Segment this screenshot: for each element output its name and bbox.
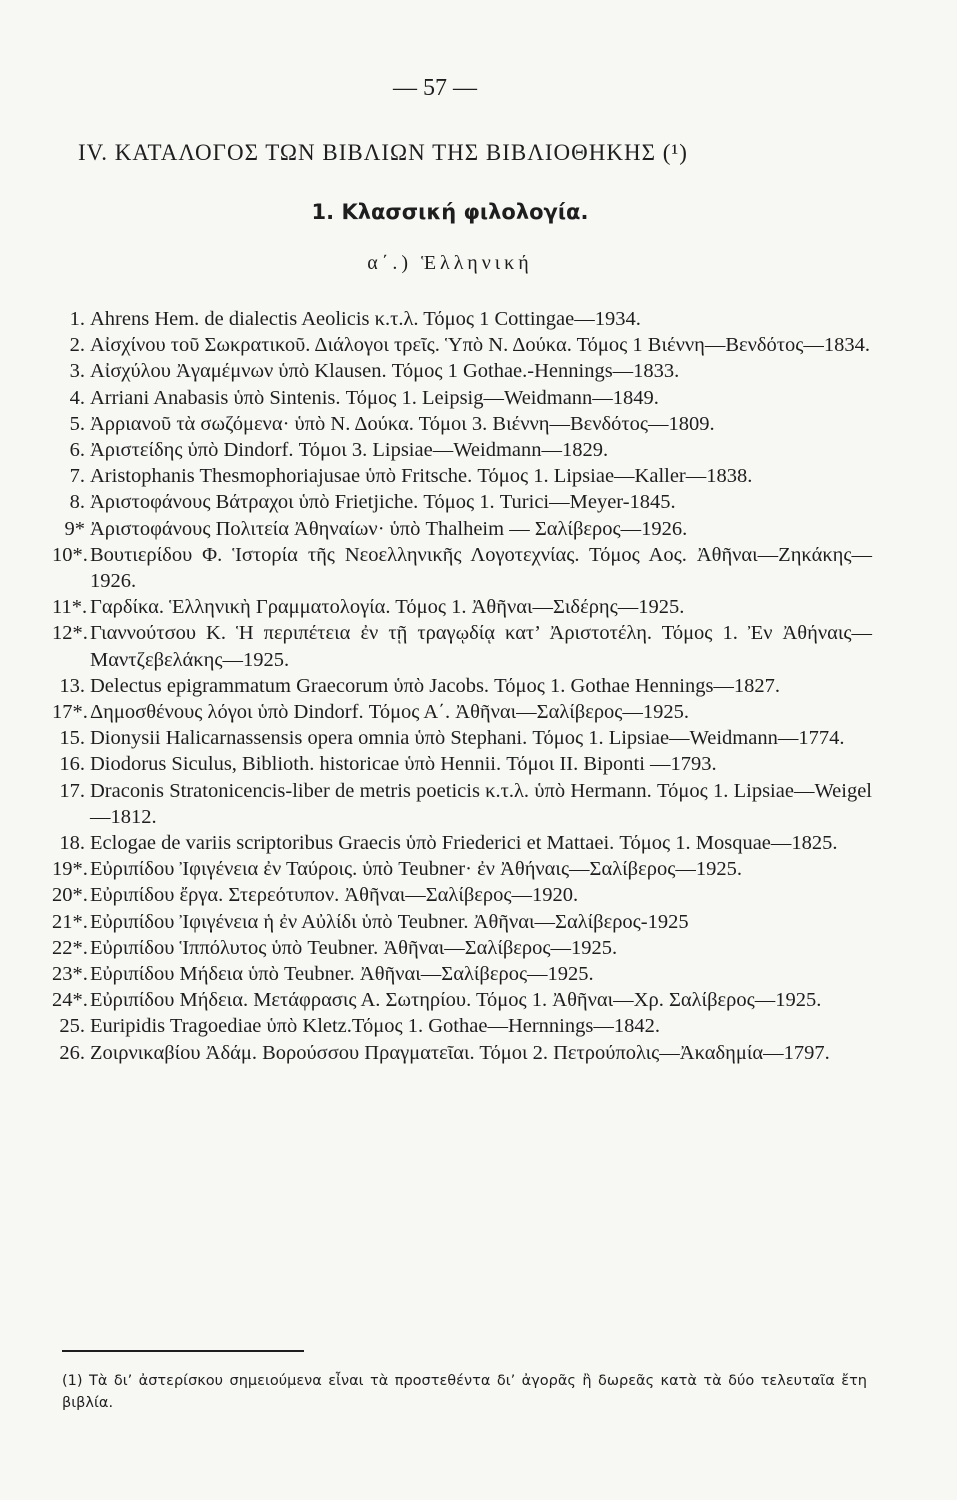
entry-text: Euripidis Tragoediae ὑπὸ Kletz.Τόμος 1. Gothae—Hernnings—1842. [90,1015,660,1038]
entry-number: 9* [64,517,85,540]
catalog-entry [52,751,872,777]
catalog-entry [52,909,872,935]
catalog-entry [52,961,872,987]
entry-number: 16. [59,753,85,776]
catalog-entry [52,699,872,725]
entry-text: Ἀριστοφάνους Βάτραχοι ὑπὸ Frietjiche. Τόμος 1. Turici—Meyer-1845. [90,491,676,514]
entry-text: Εὐριπίδου Ἱππόλυτος ὑπὸ Teubner. Ἀθῆναι—Σαλίβερος—1925. [90,936,618,959]
entry-number: 10*. [52,543,88,566]
footnote-rule [62,1350,304,1352]
catalog-heading: IV. ΚΑΤΑΛΟΓΟΣ ΤΩΝ ΒΙΒΛΙΩΝ ΤΗΣ ΒΙΒΛΙΟΘΗΚΗΣ (¹) [78,140,688,165]
entry-text: Δημοσθένους λόγοι ὑπὸ Dindorf. Τόμος Α΄. Ἀθῆναι—Σαλίβερος—1925. [90,701,690,724]
catalog-entry [52,332,872,358]
subsection-title: α΄.) Ἑλληνική [367,252,533,274]
entry-number: 17*. [52,701,88,724]
catalog-entry [52,830,872,856]
entry-text: Ἀριστείδης ὑπὸ Dindorf. Τόμοι 3. Lipsiae—Weidmann—1829. [90,439,609,462]
entry-text: Arriani Anabasis ὑπὸ Sintenis. Τόμος 1. Leipsig—Weidmann—1849. [90,386,659,409]
entry-number: 12*. [52,622,88,645]
catalog-entry [52,1040,872,1066]
entry-number: 26. [59,1041,85,1064]
entry-text: Delectus epigrammatum Graecorum ὑπὸ Jacobs. Τόμος 1. Gothae Hennings—1827. [90,674,781,697]
entry-text: Εὐριπίδου Ἰφιγένεια ἐν Ταύροις. ὑπὸ Teubner· ἐν Ἀθήναις—Σαλίβερος—1925. [90,858,742,881]
entry-text: Draconis Stratonicencis-liber de metris poeticis κ.τ.λ. ὑπὸ Hermann. Τόμος 1. Lipsiae—Weigel—1812. [90,779,872,828]
entry-text: Aristophanis Thesmophoriajusae ὑπὸ Fritsche. Τόμος 1. Lipsiae—Kaller—1838. [90,465,753,488]
entry-text: Εὐριπίδου Μήδεια ὑπὸ Teubner. Ἀθῆναι—Σαλίβερος—1925. [90,963,594,986]
catalog-entry [52,778,872,830]
entry-number: 25. [59,1015,85,1038]
catalog-entry [52,437,872,463]
entry-number: 24*. [52,989,88,1012]
catalog-entry [52,489,872,515]
entry-number: 1. [69,308,85,330]
entry-number: 17. [59,779,85,802]
entry-number: 23*. [52,963,88,986]
entry-number: 22*. [52,936,88,959]
entry-number: 18. [59,832,85,855]
entry-number: 5. [69,412,85,435]
catalog-entries [52,306,872,1066]
entry-text: Ζοιρνικαβίου Ἀδάμ. Βορούσσου Πραγματεῖαι. Τόμοι 2. Πετρούπολις—Ἀκαδημία—1797. [90,1041,830,1064]
entry-number: 15. [59,727,85,750]
entry-text: Γαρδίκα. Ἑλληνικὴ Γραμματολογία. Τόμος 1. Ἀθῆναι—Σιδέρης—1925. [90,596,685,619]
entry-text: Ahrens Hem. de dialectis Aeolicis κ.τ.λ. Τόμος 1 Cottingae—1934. [90,308,641,330]
entry-text: Βουτιερίδου Φ. Ἱστορία τῆς Νεοελληνικῆς Λογοτεχνίας. Τόμος Αος. Ἀθῆναι—Ζηκάκης—1926. [90,543,872,593]
entry-number: 4. [69,386,85,409]
entry-number: 3. [69,360,85,383]
entry-text: Εὐριπίδου ἔργα. Στερεότυπον. Ἀθῆναι—Σαλίβερος—1920. [90,884,579,907]
catalog-entry [52,935,872,961]
entry-text: Γιαννούτσου Κ. Ἡ περιπέτεια ἐν τῇ τραγῳδίᾳ κατ’ Ἀριστοτέλη. Τόμος 1. Ἐν Ἀθήναις—Μαντζεβελάκης—1925. [90,622,872,671]
page-number: — 57 — [393,75,477,101]
catalog-entry [52,987,872,1013]
entry-text: Eclogae de variis scriptoribus Graecis ὑπὸ Friederici et Mattaei. Τόμος 1. Mosquae—1825. [90,832,838,855]
footnote: (1) Τὰ δι’ ἀστερίσκου σημειούμενα εἶναι τὰ προστεθέντα δι’ ἀγορᾶς ἢ δωρεᾶς κατὰ τὰ δύο τελευταῖα ἔτη βιβλία. [62,1373,867,1411]
catalog-entry [52,882,872,908]
entry-number: 20*. [52,884,88,907]
catalog-entry [52,358,872,384]
catalog-entry [52,542,872,594]
entry-text: Αἰσχίνου τοῦ Σωκρατικοῦ. Διάλογοι τρεῖς. Ὑπὸ Ν. Δούκα. Τόμος 1 Βιέννη—Βενδότος—1834. [90,334,871,357]
entry-number: 19*. [52,858,88,881]
entry-text: Dionysii Halicarnassensis opera omnia ὑπὸ Stephani. Τόμος 1. Lipsiae—Weidmann—1774. [90,727,845,750]
catalog-entry [52,673,872,699]
catalog-entry [52,594,872,620]
entry-number: 7. [69,465,85,488]
entry-number: 13. [59,674,85,697]
entry-text: Εὐριπίδου Μήδεια. Μετάφρασις Α. Σωτηρίου. Τόμος 1. Ἀθῆναι—Χρ. Σαλίβερος—1925. [90,989,822,1012]
catalog-entry [52,856,872,882]
catalog-entry [52,725,872,751]
catalog-entry [52,411,872,437]
catalog-entry [52,306,872,332]
entry-number: 11*. [52,596,88,619]
entry-text: Εὐριπίδου Ἰφιγένεια ἡ ἐν Αὐλίδι ὑπὸ Teubner. Ἀθῆναι—Σαλίβερος-1925 [90,910,689,933]
entry-text: Ἀρριανοῦ τὰ σωζόμενα· ὑπὸ Ν. Δούκα. Τόμοι 3. Βιέννη—Βενδότος—1809. [90,412,715,435]
catalog-entry [52,620,872,672]
entry-text: Αἰσχύλου Ἀγαμέμνων ὑπὸ Klausen. Τόμος 1 Gothae.-Hennings—1833. [90,360,680,383]
section-title: 1. Κλασσική φιλολογία. [311,200,589,224]
catalog-entry [52,385,872,411]
entry-number: 2. [69,334,85,357]
catalog-entry [52,1013,872,1039]
entry-text: Ἀριστοφάνους Πολιτεία Ἀθηναίων· ὑπὸ Thalheim — Σαλίβερος—1926. [90,517,688,540]
catalog-entry [52,463,872,489]
entry-text: Diodorus Siculus, Biblioth. historicae ὑπὸ Hennii. Τόμοι II. Biponti —1793. [90,753,717,776]
entry-number: 21*. [52,910,88,933]
entry-number: 8. [69,491,85,514]
catalog-entry [52,516,872,542]
entry-number: 6. [69,439,85,462]
